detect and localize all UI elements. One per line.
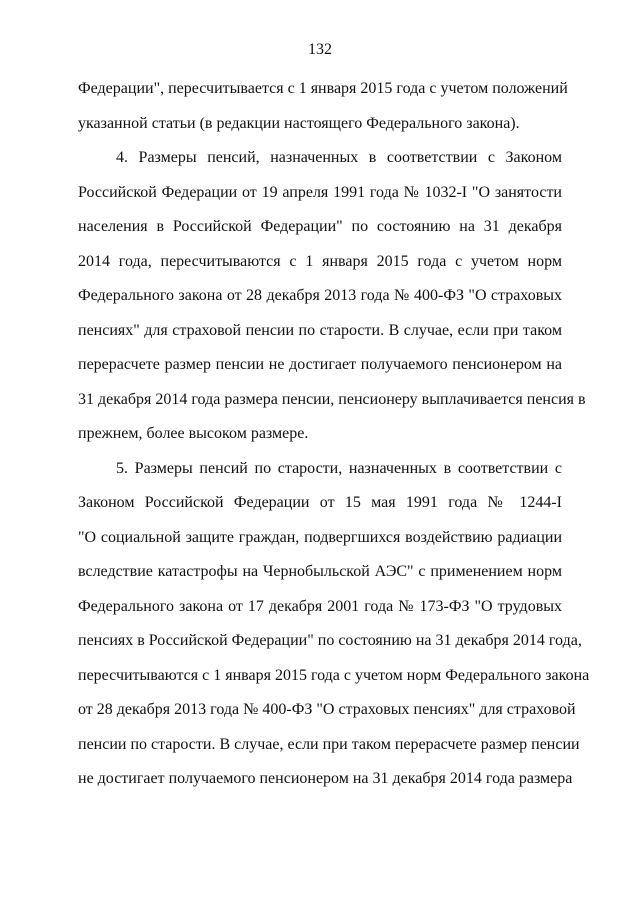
text-line: Российской Федерации от 19 апреля 1991 года № 1032-I "О занятости xyxy=(78,183,562,201)
text-line: указанной статьи (в редакции настоящего Федерального закона). xyxy=(78,114,520,132)
paragraph-continuation xyxy=(78,72,568,141)
text-line: от 28 декабря 2013 года № 400-ФЗ "О страховых пенсиях" для страховой xyxy=(78,701,576,718)
text-line: вследствие катастрофы на Чернобыльской АЭС" с применением норм xyxy=(78,563,562,580)
text-line: не достигает получаемого пенсионером на 31 декабря 2014 года размера xyxy=(78,770,573,787)
text-line: 4. Размеры пенсий, назначенных в соответствии с Законом xyxy=(116,149,562,166)
text-line: прежнем, более высоком размере. xyxy=(78,425,309,442)
paragraph-item-4 xyxy=(78,141,586,452)
text-line: перерасчете размер пенсии не достигает получаемого пенсионером на xyxy=(78,356,562,373)
text-line: Федерации", пересчитывается с 1 января 2015 года с учетом положений xyxy=(78,80,568,97)
text-line: 2014 года, пересчитываются с 1 января 2015 года с учетом норм xyxy=(78,252,562,270)
text-line: пересчитываются с 1 января 2015 года с учетом норм Федерального закона xyxy=(78,666,590,684)
text-line: пенсиях в Российской Федерации" по состоянию на 31 декабря 2014 года, xyxy=(78,632,582,649)
paragraph-item-5 xyxy=(78,452,590,797)
text-line: 5. Размеры пенсий по старости, назначенных в соответствии с xyxy=(116,459,562,477)
text-line: "О социальной защите граждан, подвергшихся воздействию радиации xyxy=(78,528,562,546)
page-number: 132 xyxy=(308,41,332,58)
text-line: Федерального закона от 17 декабря 2001 года № 173-ФЗ "О трудовых xyxy=(78,597,562,615)
text-line: Федерального закона от 28 декабря 2013 года № 400-ФЗ "О страховых xyxy=(78,287,562,304)
text-line: Законом Российской Федерации от 15 мая 1991 года № 1244-I xyxy=(78,494,562,511)
text-line: населения в Российской Федерации" по состоянию на 31 декабря xyxy=(78,218,562,235)
text-line: 31 декабря 2014 года размера пенсии, пенсионеру выплачивается пенсия в xyxy=(78,390,586,408)
text-line: пенсиях" для страховой пенсии по старости. В случае, если при таком xyxy=(78,321,562,339)
text-line: пенсии по старости. В случае, если при таком перерасчете размер пенсии xyxy=(78,735,580,753)
document-body xyxy=(78,72,590,797)
